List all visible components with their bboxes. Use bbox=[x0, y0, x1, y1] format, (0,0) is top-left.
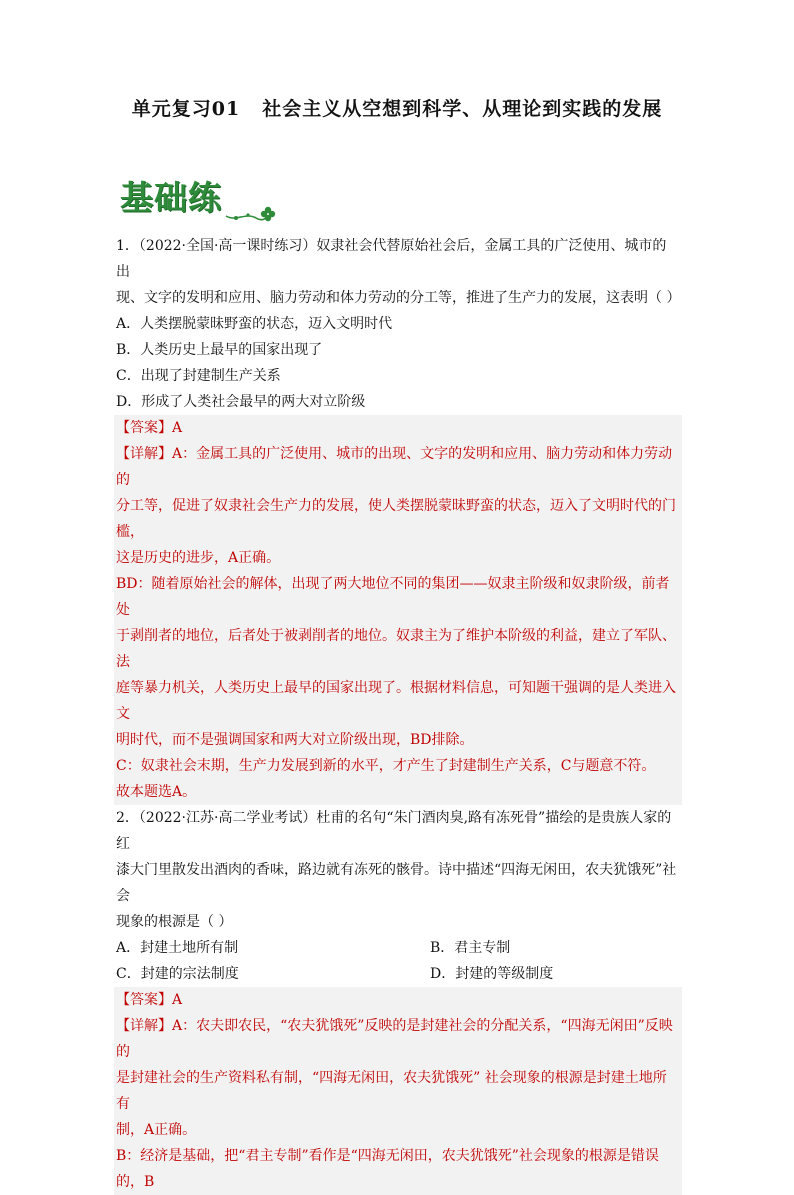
question-1 bbox=[116, 233, 680, 805]
q1-option-a: A．人类摆脱蒙昧野蛮的状态，迈入文明时代 bbox=[116, 316, 393, 332]
q2-option-c: C．封建的宗法制度 bbox=[116, 966, 239, 982]
title-topic: 社会主义从空想到科学、从理论到实践的发展 bbox=[262, 98, 663, 120]
q1-detail-line9: 故本题选A。 bbox=[116, 784, 197, 800]
title-unit: 单元复习01 bbox=[131, 98, 241, 120]
q2-option-d: D．封建的等级制度 bbox=[430, 966, 554, 982]
q1-detail-line2: 分工等，促进了奴隶社会生产力的发展，使人类摆脱蒙昧野蛮的状态，迈入了文明时代的门槛， bbox=[116, 498, 676, 540]
q2-detail-line2: 是封建社会的生产资料私有制，“四海无闲田，农夫犹饿死” 社会现象的根源是封建土地所有 bbox=[116, 1070, 667, 1112]
q1-detail-line6: 庭等暴力机关，人类历史上最早的国家出现了。根据材料信息，可知题干强调的是人类进入文 bbox=[116, 680, 676, 722]
q1-option-b: B．人类历史上最早的国家出现了 bbox=[116, 342, 323, 358]
q2-options-row1 bbox=[116, 935, 680, 961]
q1-detail-line4: BD：随着原始社会的解体，出现了两大地位不同的集团——奴隶主阶级和奴隶阶级，前者处 bbox=[116, 576, 670, 618]
clover-vine-icon bbox=[118, 172, 288, 228]
q2-answer: 【答案】A bbox=[116, 992, 183, 1008]
q1-detail-line5: 于剥削者的地位，后者处于被剥削者的地位。奴隶主为了维护本阶级的利益，建立了军队、法 bbox=[116, 628, 676, 670]
q2-option-a: A．封建土地所有制 bbox=[116, 940, 239, 956]
q2-detail-line4: B：经济是基础，把“君主专制”看作是“四海无闲田，农夫犹饿死”社会现象的根源是错误的，B bbox=[116, 1148, 659, 1190]
q1-detail-line1: 【详解】A：金属工具的广泛使用、城市的出现、文字的发明和应用、脑力劳动和体力劳动的 bbox=[116, 446, 673, 488]
q2-stem-line2: 漆大门里散发出酒肉的香味，路边就有冻死的骸骨。诗中描述“四海无闲田，农夫犹饿死”社会 bbox=[116, 862, 677, 904]
q2-options-row2 bbox=[116, 961, 680, 987]
q2-detail-line1: 【详解】A：农夫即农民，“农夫犹饿死”反映的是封建社会的分配关系，“四海无闲田”反映的 bbox=[116, 1018, 673, 1060]
q1-stem-line1: 1．（2022·全国·高一课时练习）奴隶社会代替原始社会后，金属工具的广泛使用、城市的出 bbox=[116, 238, 667, 280]
q2-option-b: B．君主专制 bbox=[430, 940, 511, 956]
question-content bbox=[116, 233, 680, 1195]
q1-detail-line7: 明时代，而不是强调国家和两大对立阶级出现，BD排除。 bbox=[116, 732, 474, 748]
q1-detail-line8: C：奴隶社会末期，生产力发展到新的水平，才产生了封建制生产关系，C与题意不符。 bbox=[116, 758, 656, 774]
question-2 bbox=[116, 805, 680, 1195]
page-title bbox=[0, 94, 794, 121]
q1-stem-line2: 现、文字的发明和应用、脑力劳动和体力劳动的分工等，推进了生产力的发展，这表明（ ） bbox=[116, 290, 681, 306]
q1-option-d: D．形成了人类社会最早的两大对立阶级 bbox=[116, 394, 366, 410]
q1-answer-block bbox=[114, 415, 682, 805]
q1-detail-line3: 这是历史的进步，A正确。 bbox=[116, 550, 281, 566]
q1-option-c: C．出现了封建制生产关系 bbox=[116, 368, 281, 384]
q1-answer: 【答案】A bbox=[116, 420, 183, 436]
q2-detail-line3: 制，A正确。 bbox=[116, 1122, 197, 1138]
q2-stem-line3: 现象的根源是（ ） bbox=[116, 914, 233, 930]
section-logo bbox=[118, 172, 288, 228]
q2-answer-block bbox=[114, 987, 682, 1195]
q2-stem-line1: 2．（2022·江苏·高二学业考试）杜甫的名句“朱门酒肉臭,路有冻死骨”描绘的是贵族人家的红 bbox=[116, 810, 672, 852]
section-logo-text: 基础练 bbox=[120, 178, 222, 217]
